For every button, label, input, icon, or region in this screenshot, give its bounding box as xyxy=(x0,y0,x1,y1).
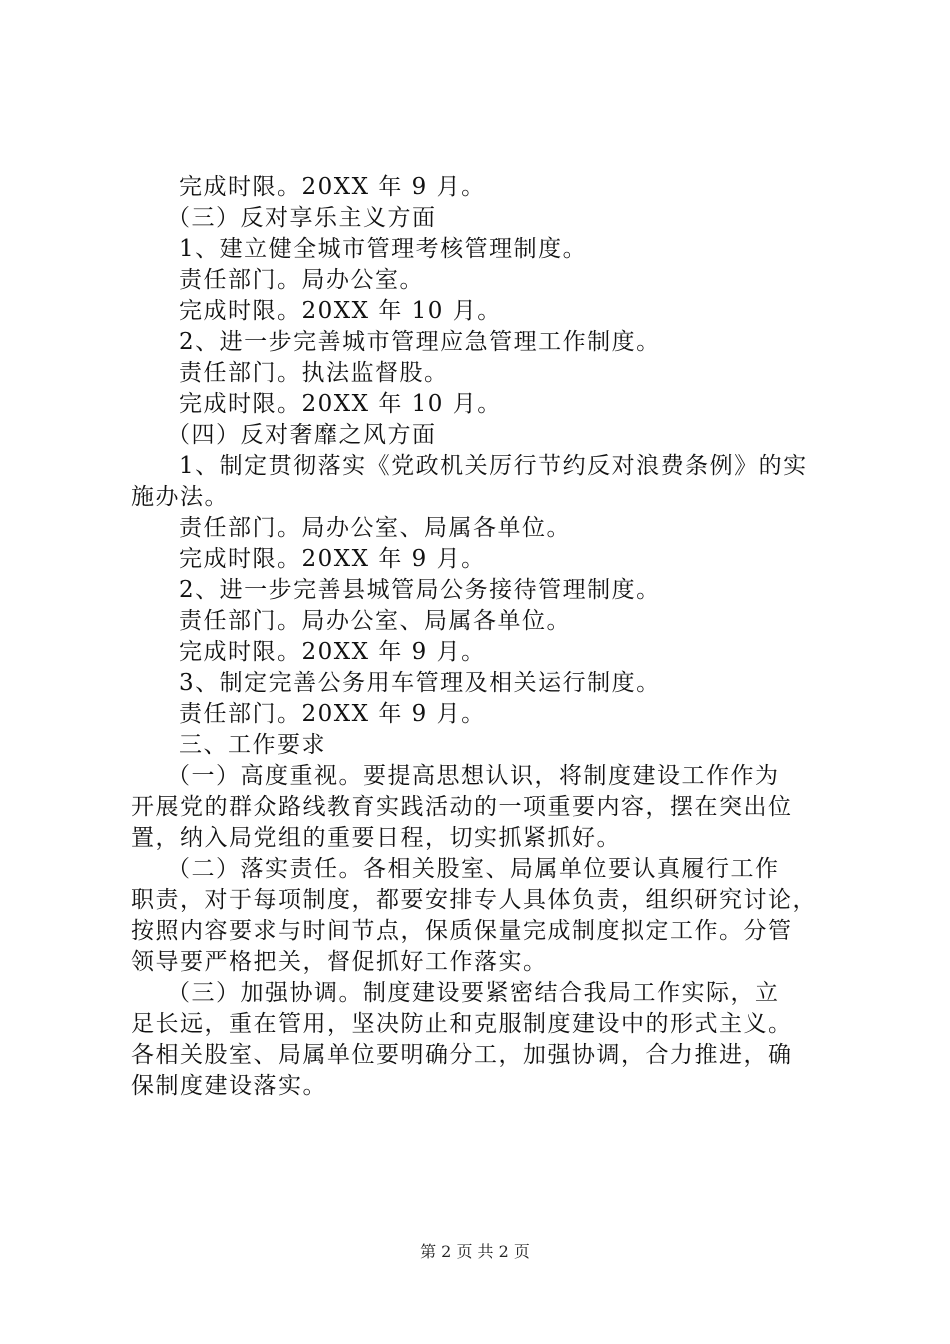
section-heading: 三、工作要求 xyxy=(179,732,326,758)
paragraph-line: （三）加强协调。制度建设要紧密结合我局工作实际，立 xyxy=(167,980,780,1006)
section-heading: （四）反对奢靡之风方面 xyxy=(167,422,437,448)
paragraph-line: 职责，对于每项制度，都要安排专人具体负责，组织研究讨论， xyxy=(131,887,817,913)
text-line: 责任部门。局办公室、局属各单位。 xyxy=(179,515,571,541)
text-line: 完成时限。20XX 年 10 月。 xyxy=(179,298,502,324)
paragraph-line: 足长远，重在管用，坚决防止和克服制度建设中的形式主义。 xyxy=(131,1011,793,1037)
text-line: 责任部门。局办公室、局属各单位。 xyxy=(179,608,571,634)
paragraph-line: （一）高度重视。要提高思想认识，将制度建设工作作为 xyxy=(167,763,780,789)
text-line: 1、建立健全城市管理考核管理制度。 xyxy=(179,236,588,262)
section-heading: （三）反对享乐主义方面 xyxy=(167,205,437,231)
paragraph-line: 保制度建设落实。 xyxy=(131,1073,327,1099)
page-number-footer: 第 2 页 共 2 页 xyxy=(420,1242,530,1261)
text-line: 2、进一步完善县城管局公务接待管理制度。 xyxy=(179,577,661,603)
paragraph-line: 按照内容要求与时间节点，保质保量完成制度拟定工作。分管 xyxy=(131,918,793,944)
text-line: 完成时限。20XX 年 9 月。 xyxy=(179,546,486,572)
document-body xyxy=(131,172,831,1102)
paragraph-line: 领导要严格把关，督促抓好工作落实。 xyxy=(131,949,548,975)
text-line: 完成时限。20XX 年 9 月。 xyxy=(179,639,486,665)
paragraph-line: 开展党的群众路线教育实践活动的一项重要内容，摆在突出位 xyxy=(131,794,793,820)
text-line: 2、进一步完善城市管理应急管理工作制度。 xyxy=(179,329,661,355)
text-line: 施办法。 xyxy=(131,484,229,510)
paragraph-line: 置，纳入局党组的重要日程，切实抓紧抓好。 xyxy=(131,825,621,851)
text-line: 责任部门。执法监督股。 xyxy=(179,360,449,386)
paragraph-emphasis xyxy=(131,761,831,854)
paragraph-coordination xyxy=(131,978,831,1102)
text-line: 完成时限。20XX 年 9 月。 xyxy=(179,174,486,200)
text-line: 完成时限。20XX 年 10 月。 xyxy=(179,391,502,417)
text-line: 责任部门。20XX 年 9 月。 xyxy=(179,701,486,727)
text-line: 责任部门。局办公室。 xyxy=(179,267,424,293)
paragraph-line: （二）落实责任。各相关股室、局属单位要认真履行工作 xyxy=(167,856,780,882)
text-line: 3、制定完善公务用车管理及相关运行制度。 xyxy=(179,670,661,696)
text-line: 1、制定贯彻落实《党政机关厉行节约反对浪费条例》的实 xyxy=(179,453,808,479)
paragraph-responsibility xyxy=(131,854,831,978)
paragraph-line: 各相关股室、局属单位要明确分工，加强协调，合力推进，确 xyxy=(131,1042,793,1068)
